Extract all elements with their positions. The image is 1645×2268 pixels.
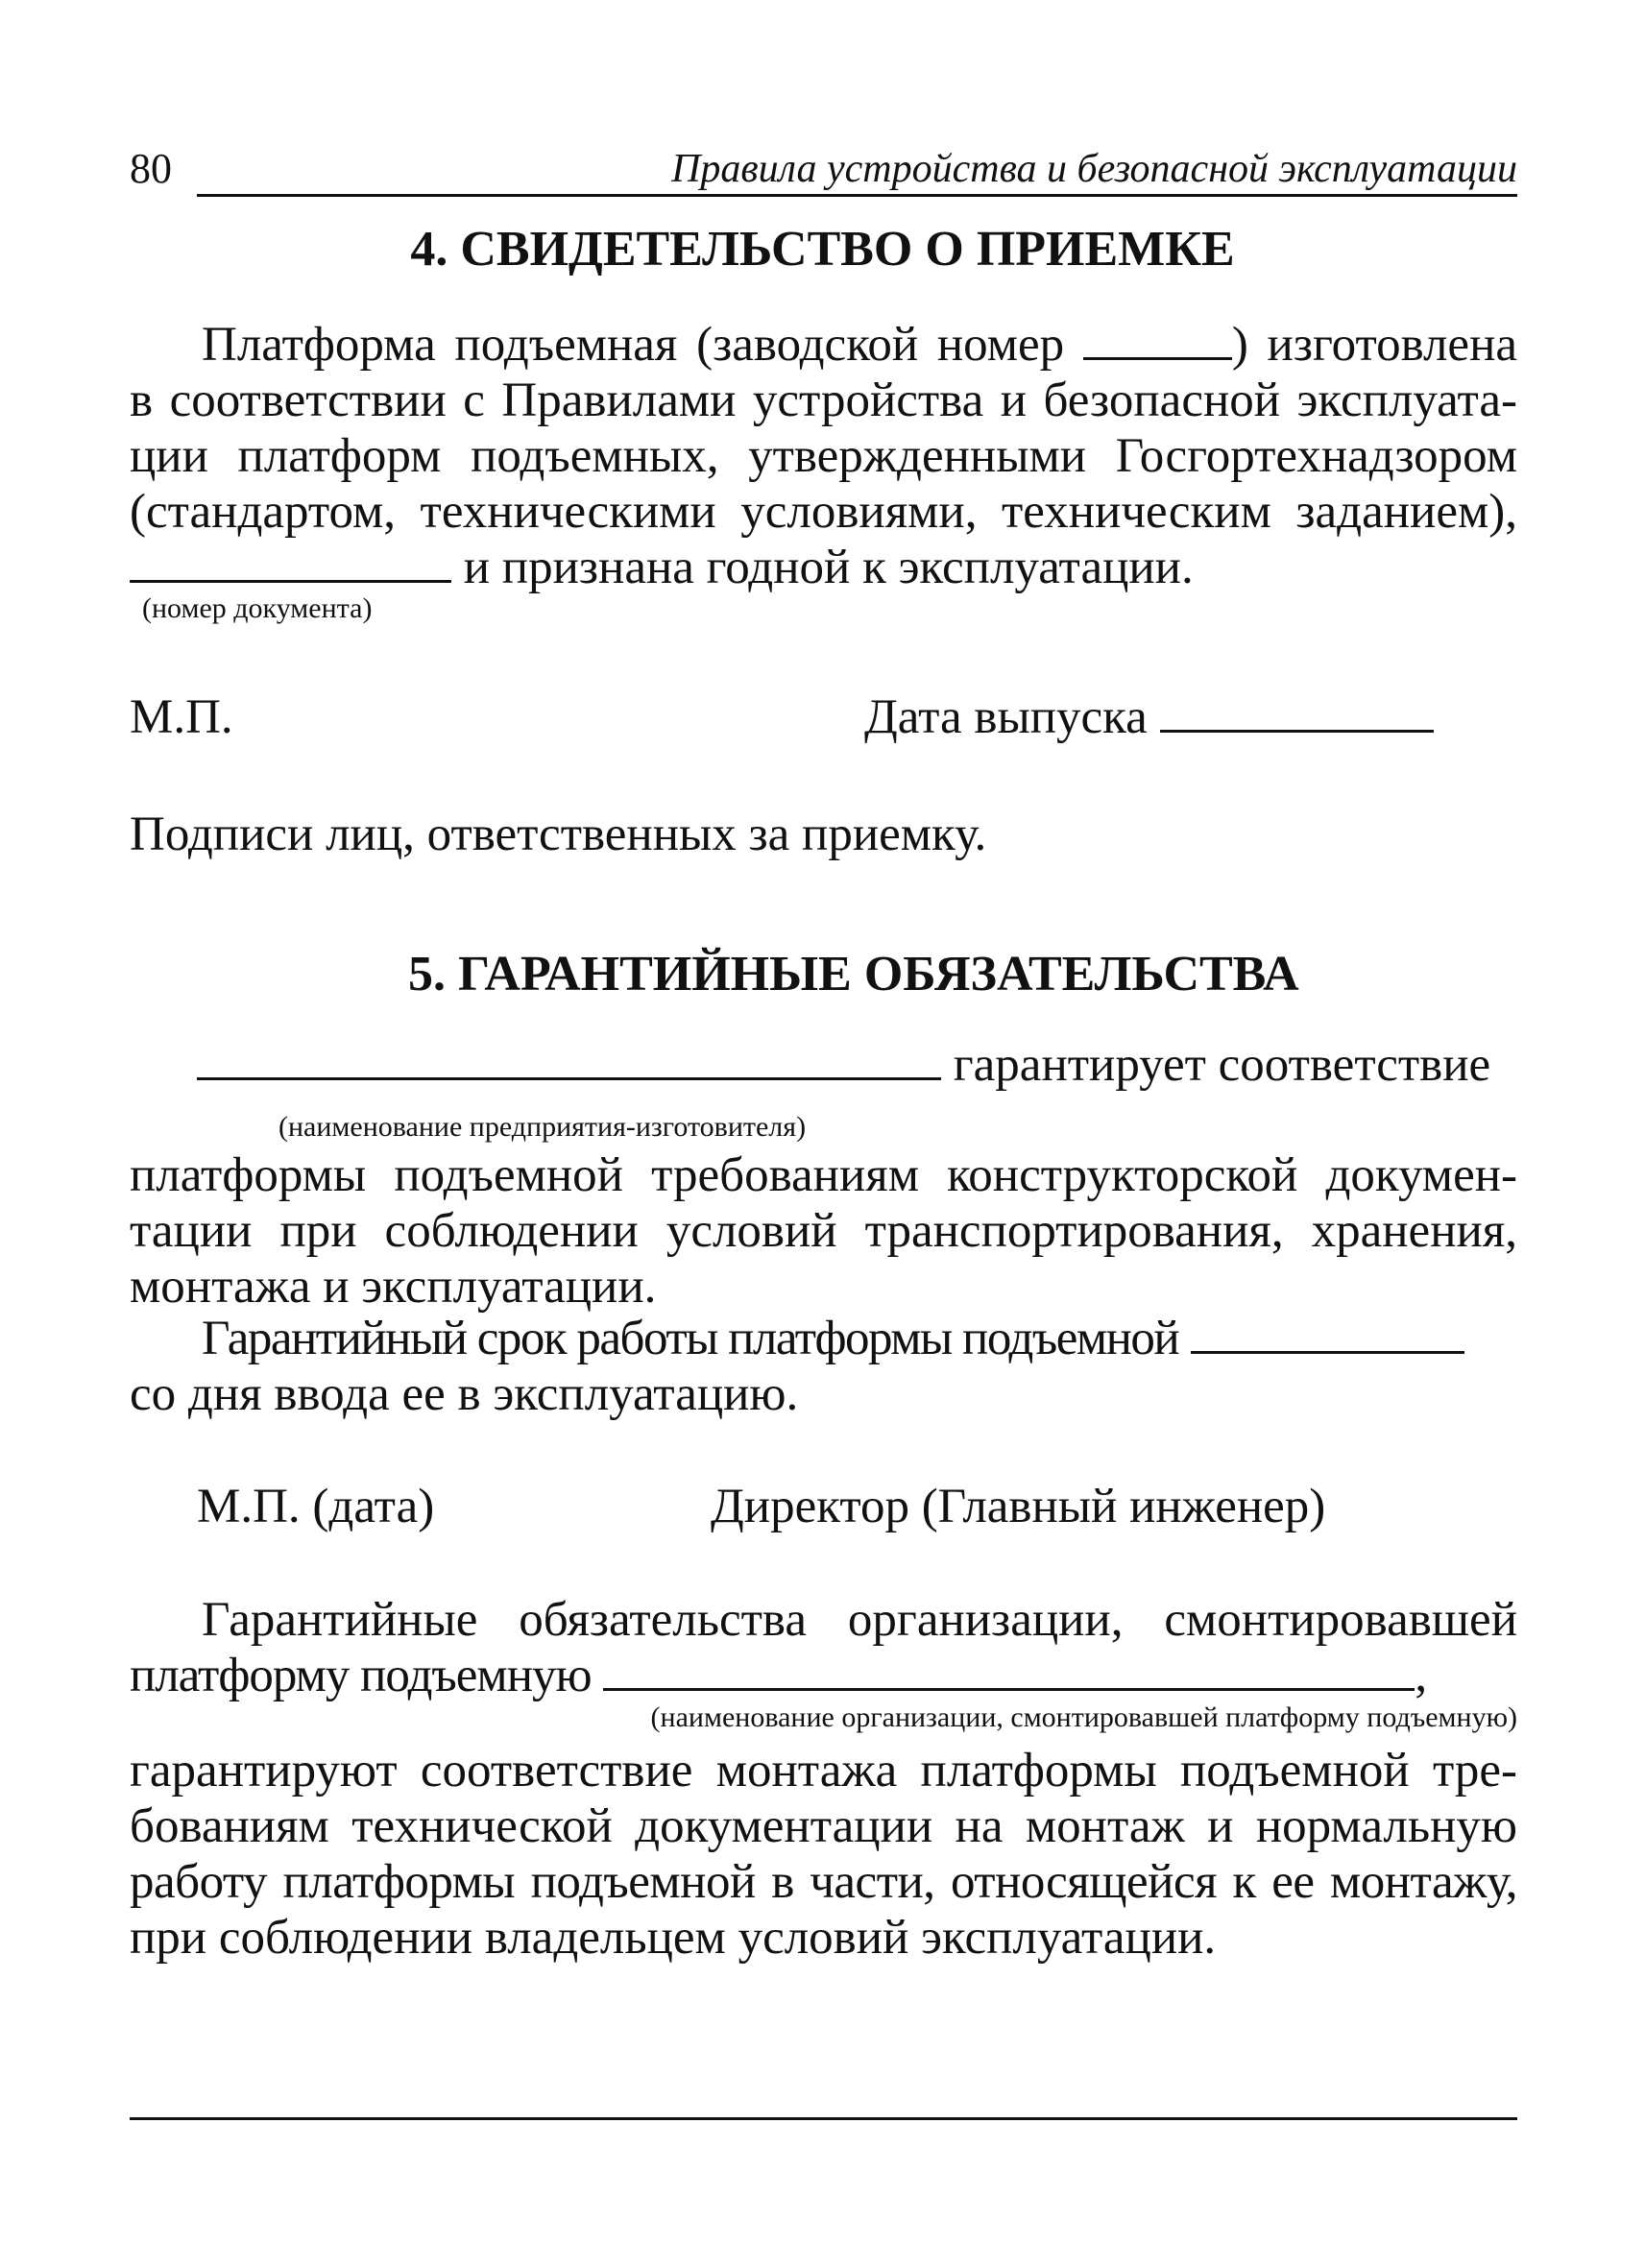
section-5-paragraph-1 — [130, 1147, 1517, 1315]
paragraph-line: ции платформ подъемных, утвержденными Госгортехнадзором — [130, 429, 1517, 483]
paragraph-line: гарантируют соответствие монтажа платформы подъемной тре- — [130, 1744, 1517, 1798]
paragraph-line: платформы подъемной требованиям конструкторской докумен- — [130, 1148, 1517, 1202]
manufacturer-caption: (наименование предприятия-изготовителя) — [278, 1111, 807, 1143]
document-number-blank — [130, 542, 451, 583]
section-4-paragraph — [130, 317, 1517, 595]
issue-date-blank — [1160, 691, 1434, 733]
page-number: 80 — [130, 145, 172, 192]
section-5-paragraph-3 — [130, 1592, 1517, 1703]
installer-name-blank — [603, 1650, 1415, 1691]
paragraph-line: со дня ввода ее в эксплуатацию. — [130, 1367, 799, 1421]
warranty-period-blank — [1191, 1313, 1464, 1354]
section-5-paragraph-2 — [130, 1311, 1517, 1422]
paragraph-line: платформу подъемную , — [130, 1649, 1428, 1702]
paragraph-line: в соответствии с Правилами устройства и безопасной эксплуата- — [130, 374, 1517, 427]
issue-date-field: Дата выпуска — [864, 689, 1434, 745]
paragraph-line: работу платформы подъемной в части, относящейся к ее монтажу, — [130, 1855, 1517, 1909]
paragraph-line: и признана годной к эксплуатации. — [130, 540, 1517, 595]
header-rule — [197, 194, 1517, 197]
paragraph-line: (стандартом, техническими условиями, техническим заданием), — [130, 485, 1517, 539]
footer-rule — [130, 2117, 1517, 2120]
guarantee-line: гарантирует соответствие — [197, 1037, 1490, 1093]
paragraph-line: тации при соблюдении условий транспортирования, хранения, — [130, 1204, 1517, 1258]
section-4-heading: 4. СВИДЕТЕЛЬСТВО О ПРИЕМКЕ — [410, 222, 1235, 277]
paragraph-line: бованиям технической документации на монтаж и нормальную — [130, 1799, 1517, 1853]
running-title: Правила устройства и безопасной эксплуатации — [671, 147, 1517, 191]
stamp-label: М.П. — [130, 690, 233, 744]
installer-caption: (наименование организации, смонтировавшей платформу подъемную) — [650, 1701, 1517, 1733]
paragraph-line: монтажа и эксплуатации. — [130, 1260, 657, 1314]
paragraph-line: Гарантийный срок работы платформы подъемной — [130, 1311, 1517, 1366]
paragraph-line: Платформа подъемная (заводской номер ) изготовлена — [202, 318, 1517, 372]
section-5-heading: 5. ГАРАНТИЙНЫЕ ОБЯЗАТЕЛЬСТВА — [408, 947, 1299, 1001]
director-label: Директор (Главный инженер) — [711, 1480, 1326, 1533]
stamp-date-label: М.П. (дата) — [197, 1480, 435, 1533]
paragraph-line: Гарантийные обязательства организации, смонтировавшей — [202, 1593, 1517, 1647]
serial-number-blank — [1083, 319, 1232, 360]
document-number-caption: (номер документа) — [142, 592, 373, 624]
section-5-paragraph-4 — [130, 1743, 1517, 1966]
signatures-text: Подписи лиц, ответственных за приемку. — [130, 808, 987, 861]
paragraph-line: при соблюдении владельцем условий эксплуатации. — [130, 1911, 1217, 1965]
manufacturer-name-blank — [197, 1039, 941, 1080]
